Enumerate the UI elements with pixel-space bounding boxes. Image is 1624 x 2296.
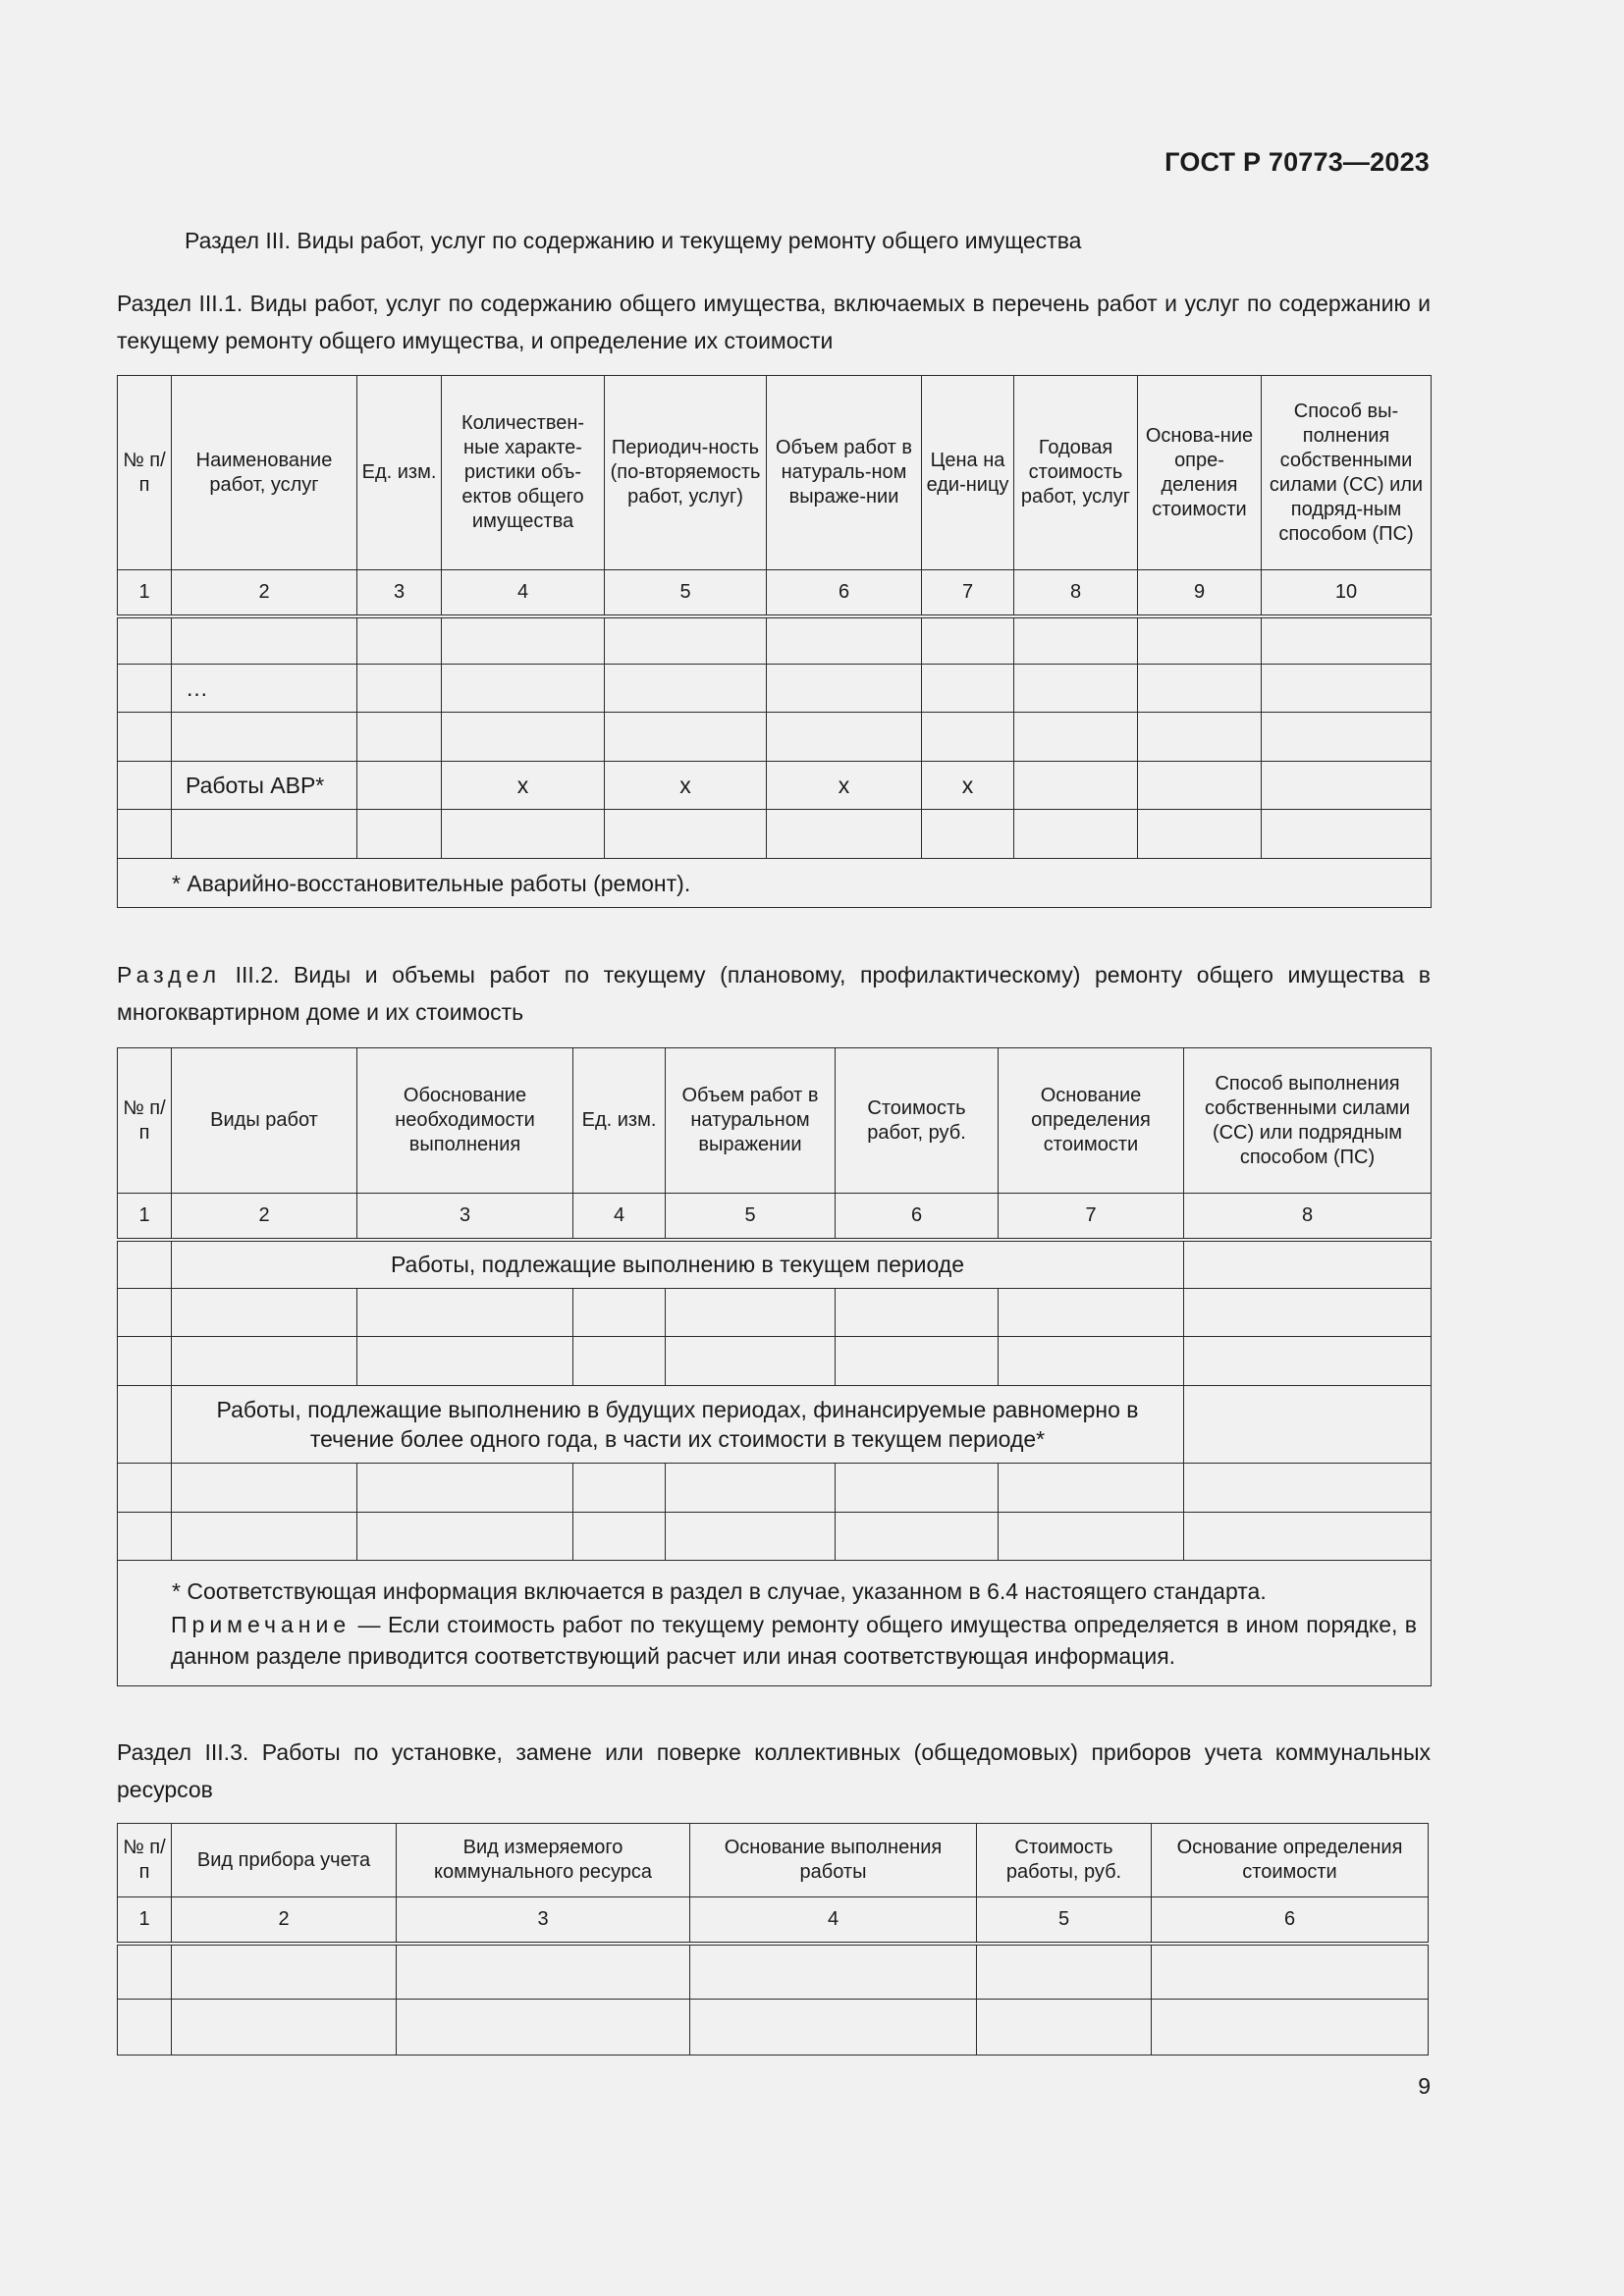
table-cell xyxy=(118,762,172,810)
column-number: 4 xyxy=(442,570,605,616)
table-row xyxy=(118,810,1432,859)
footnote-cell xyxy=(118,1561,1432,1686)
column-number: 7 xyxy=(999,1194,1184,1240)
table-cell xyxy=(1138,713,1262,762)
note xyxy=(171,1609,1417,1672)
column-number: 4 xyxy=(573,1194,666,1240)
table-cell xyxy=(1184,1289,1432,1337)
table-cell xyxy=(172,1464,357,1513)
header-cell: Способ вы-полнения собственными силами (СС) или подряд-ным способом (ПС) xyxy=(1262,376,1432,570)
header-cell: Объем работ в натураль-ном выраже-нии xyxy=(767,376,922,570)
header-cell: Объем работ в натуральном выражении xyxy=(666,1048,836,1194)
header-cell: Основа-ние опре-деления стоимости xyxy=(1138,376,1262,570)
table-cell xyxy=(118,810,172,859)
header-cell: Вид измеряемого коммунального ресурса xyxy=(397,1824,690,1897)
table-cell xyxy=(172,1337,357,1386)
table-cell xyxy=(1014,810,1138,859)
table-cell xyxy=(999,1289,1184,1337)
table-cell xyxy=(605,616,767,665)
column-number: 3 xyxy=(397,1897,690,1944)
subsection-3-2-heading xyxy=(117,956,1431,1031)
column-number: 1 xyxy=(118,570,172,616)
header-cell: Годовая стоимость работ, услуг xyxy=(1014,376,1138,570)
column-number: 8 xyxy=(1014,570,1138,616)
table-cell xyxy=(1184,1240,1432,1289)
column-number: 5 xyxy=(977,1897,1152,1944)
table-cell xyxy=(357,1337,573,1386)
column-number: 3 xyxy=(357,1194,573,1240)
column-number: 2 xyxy=(172,1897,397,1944)
column-number: 6 xyxy=(1152,1897,1429,1944)
table-cell xyxy=(118,665,172,713)
subsection-3-1-heading: Раздел III.1. Виды работ, услуг по содержанию общего имущества, включаемых в перечень работ и услуг по содержанию и текущему ремонту общего имущества, и определение их стоимости xyxy=(117,291,1431,353)
header-cell: Количествен-ные характе-ристики объ-ектов общего имущества xyxy=(442,376,605,570)
header-cell: Основание определения стоимости xyxy=(999,1048,1184,1194)
table-cell xyxy=(922,713,1014,762)
table-3-1 xyxy=(117,375,1432,908)
note-text: — Если стоимость работ по текущему ремонту общего имущества определяется в ином порядке, в данном разделе приводится соответствующий расчет или иная соответствующая информация. xyxy=(171,1611,1417,1669)
header-cell: № п/п xyxy=(118,376,172,570)
column-number: 3 xyxy=(357,570,442,616)
table-cell xyxy=(977,2000,1152,2056)
table-cell xyxy=(118,1289,172,1337)
table-cell xyxy=(999,1513,1184,1561)
table-cell xyxy=(1184,1513,1432,1561)
table-cell xyxy=(1262,713,1432,762)
column-number: 9 xyxy=(1138,570,1262,616)
table-row xyxy=(118,1464,1432,1513)
table-cell xyxy=(1262,665,1432,713)
table-cell xyxy=(767,810,922,859)
footnote: * Соответствующая информация включается в раздел в случае, указанном в 6.4 настоящего стандарта. xyxy=(172,1577,1267,1604)
group-row xyxy=(118,1386,1432,1464)
subsection-3-3-heading: Раздел III.3. Работы по установке, замене или поверке коллективных (общедомовых) приборов учета коммунальных ресурсов xyxy=(117,1739,1431,1802)
header-cell: Виды работ xyxy=(172,1048,357,1194)
table-cell xyxy=(977,1944,1152,2000)
section-title: Раздел III. Виды работ, услуг по содержанию и текущему ремонту общего имущества xyxy=(185,228,1082,253)
table-cell xyxy=(1262,616,1432,665)
table-cell xyxy=(118,1386,172,1464)
table-cell xyxy=(573,1289,666,1337)
table-cell xyxy=(357,665,442,713)
table-cell xyxy=(357,713,442,762)
table-cell xyxy=(1184,1464,1432,1513)
page-number: 9 xyxy=(1418,2073,1431,2099)
table-row xyxy=(118,713,1432,762)
table-cell xyxy=(836,1337,999,1386)
footnote: * Аварийно-восстановительные работы (ремонт). xyxy=(118,859,1432,908)
table-cell xyxy=(118,1337,172,1386)
column-number: 8 xyxy=(1184,1194,1432,1240)
column-number: 1 xyxy=(118,1897,172,1944)
table-cell xyxy=(922,810,1014,859)
column-number: 2 xyxy=(172,1194,357,1240)
table-cell xyxy=(836,1289,999,1337)
column-number: 5 xyxy=(666,1194,836,1240)
table-cell xyxy=(357,1513,573,1561)
column-number: 1 xyxy=(118,1194,172,1240)
table-cell xyxy=(118,1513,172,1561)
table-cell xyxy=(666,1464,836,1513)
table-header-row xyxy=(118,376,1432,570)
table-cell xyxy=(118,1944,172,2000)
table-3-2 xyxy=(117,1047,1432,1686)
table-cell xyxy=(1138,762,1262,810)
table-cell xyxy=(836,1464,999,1513)
heading-label: Раздел xyxy=(117,962,222,988)
table-cell xyxy=(357,810,442,859)
table-row xyxy=(118,762,1432,810)
table-cell xyxy=(999,1337,1184,1386)
table-cell xyxy=(442,665,605,713)
column-number: 2 xyxy=(172,570,357,616)
header-cell: № п/п xyxy=(118,1048,172,1194)
table-cell xyxy=(442,713,605,762)
table-cell xyxy=(172,1513,357,1561)
table-cell xyxy=(573,1513,666,1561)
table-cell xyxy=(1152,1944,1429,2000)
table-cell xyxy=(118,1240,172,1289)
group-heading: Работы, подлежащие выполнению в текущем периоде xyxy=(172,1240,1184,1289)
table-cell xyxy=(605,665,767,713)
table-cell xyxy=(357,616,442,665)
header-cell: Цена на еди-ницу xyxy=(922,376,1014,570)
table-cell xyxy=(442,616,605,665)
table-3-3 xyxy=(117,1823,1429,2056)
column-number: 6 xyxy=(836,1194,999,1240)
group-row xyxy=(118,1240,1432,1289)
table-cell xyxy=(1014,616,1138,665)
table-cell xyxy=(1138,665,1262,713)
table-cell xyxy=(172,1944,397,2000)
header-cell: Стоимость работ, руб. xyxy=(836,1048,999,1194)
table-cell xyxy=(1262,810,1432,859)
header-cell: Вид прибора учета xyxy=(172,1824,397,1897)
table-cell: x xyxy=(922,762,1014,810)
group-heading: Работы, подлежащие выполнению в будущих периодах, финансируемые равномерно в течение более одного года, в части их стоимости в текущем периоде* xyxy=(172,1386,1184,1464)
header-cell: Периодич-ность (по-вторяемость работ, услуг) xyxy=(605,376,767,570)
table-cell xyxy=(118,616,172,665)
table-cell xyxy=(922,616,1014,665)
table-row xyxy=(118,1289,1432,1337)
table-cell xyxy=(118,2000,172,2056)
header-cell: Наименование работ, услуг xyxy=(172,376,357,570)
header-cell: Способ выполнения собственными силами (СС) или подрядным способом (ПС) xyxy=(1184,1048,1432,1194)
table-cell xyxy=(767,713,922,762)
table-cell xyxy=(690,2000,977,2056)
table-cell xyxy=(690,1944,977,2000)
table-cell xyxy=(1138,616,1262,665)
table-cell xyxy=(767,616,922,665)
header-cell: Ед. изм. xyxy=(357,376,442,570)
table-cell xyxy=(172,616,357,665)
table-row xyxy=(118,1944,1429,2000)
table-cell xyxy=(922,665,1014,713)
table-cell xyxy=(397,2000,690,2056)
table-cell xyxy=(172,713,357,762)
header-cell: Обоснование необходимости выполнения xyxy=(357,1048,573,1194)
column-number: 4 xyxy=(690,1897,977,1944)
table-cell xyxy=(118,1464,172,1513)
footnote-row xyxy=(118,1561,1432,1686)
table-cell xyxy=(1014,713,1138,762)
header-cell: Основание определения стоимости xyxy=(1152,1824,1429,1897)
table-cell xyxy=(357,762,442,810)
column-number: 6 xyxy=(767,570,922,616)
table-cell xyxy=(666,1337,836,1386)
table-cell: x xyxy=(767,762,922,810)
table-cell xyxy=(836,1513,999,1561)
table-cell xyxy=(172,1289,357,1337)
header-cell: № п/п xyxy=(118,1824,172,1897)
header-cell: Основание выполнения работы xyxy=(690,1824,977,1897)
header-cell: Ед. изм. xyxy=(573,1048,666,1194)
table-header-row xyxy=(118,1048,1432,1194)
table-cell xyxy=(1014,665,1138,713)
table-cell xyxy=(1184,1386,1432,1464)
table-row xyxy=(118,2000,1429,2056)
table-cell xyxy=(666,1513,836,1561)
table-cell xyxy=(573,1337,666,1386)
note-label: Примечание xyxy=(171,1611,352,1637)
table-row xyxy=(118,1337,1432,1386)
heading-text: III.2. Виды и объемы работ по текущему (плановому, профилактическому) ремонту общего имущества в многоквартирном доме и их стоимость xyxy=(117,962,1431,1025)
table-cell xyxy=(357,1289,573,1337)
table-cell xyxy=(605,810,767,859)
table-cell xyxy=(605,713,767,762)
table-row xyxy=(118,1513,1432,1561)
table-cell xyxy=(172,810,357,859)
column-number-row xyxy=(118,1897,1429,1944)
table-cell xyxy=(767,665,922,713)
table-cell xyxy=(1014,762,1138,810)
column-number-row xyxy=(118,570,1432,616)
table-row xyxy=(118,616,1432,665)
column-number: 10 xyxy=(1262,570,1432,616)
footnote-row xyxy=(118,859,1432,908)
table-cell xyxy=(1138,810,1262,859)
table-cell xyxy=(1152,2000,1429,2056)
table-cell xyxy=(1184,1337,1432,1386)
table-cell: x xyxy=(442,762,605,810)
column-number-row xyxy=(118,1194,1432,1240)
table-cell xyxy=(397,1944,690,2000)
table-cell xyxy=(172,2000,397,2056)
table-cell: … xyxy=(172,665,357,713)
header-cell: Стоимость работы, руб. xyxy=(977,1824,1152,1897)
table-row xyxy=(118,665,1432,713)
table-cell xyxy=(118,713,172,762)
table-cell xyxy=(1262,762,1432,810)
document-code: ГОСТ Р 70773—2023 xyxy=(1164,147,1430,177)
table-cell xyxy=(999,1464,1184,1513)
column-number: 5 xyxy=(605,570,767,616)
table-header-row xyxy=(118,1824,1429,1897)
table-cell xyxy=(442,810,605,859)
column-number: 7 xyxy=(922,570,1014,616)
table-cell: x xyxy=(605,762,767,810)
table-cell: Работы АВР* xyxy=(172,762,357,810)
table-cell xyxy=(666,1289,836,1337)
table-cell xyxy=(573,1464,666,1513)
table-cell xyxy=(357,1464,573,1513)
